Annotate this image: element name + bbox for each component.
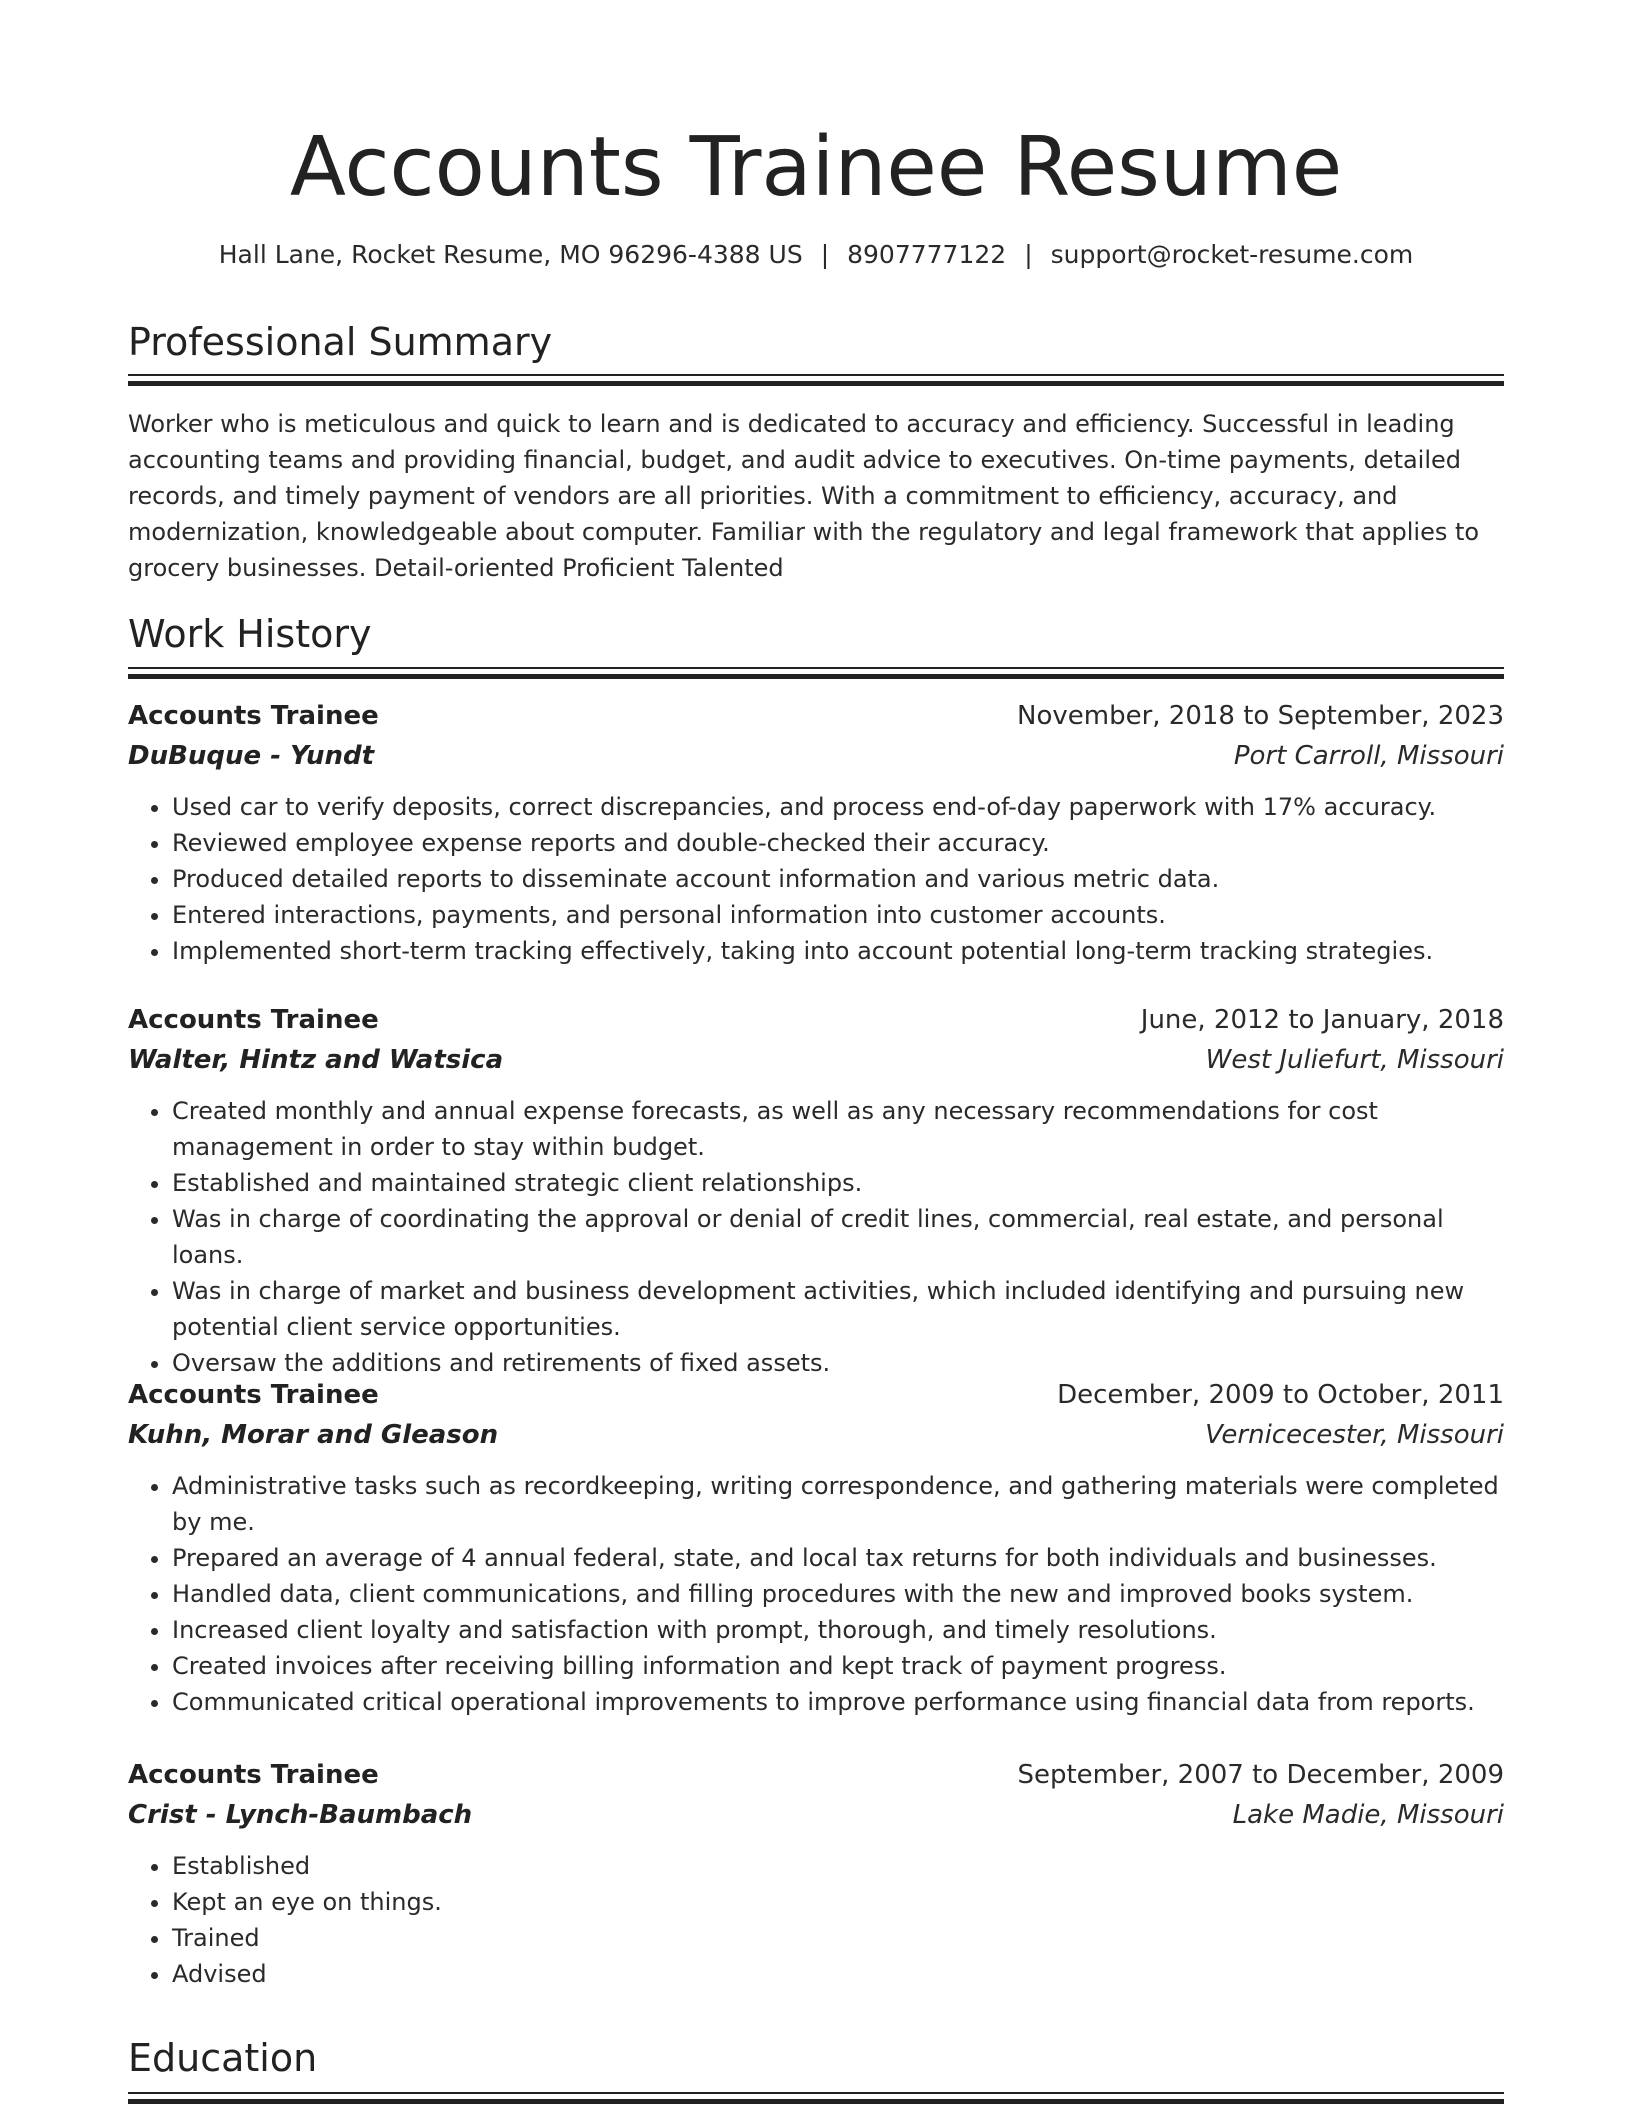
job-company: Kuhn, Morar and Gleason: [128, 1420, 499, 1450]
list-item: • Established: [172, 1848, 1504, 1884]
job-title: Accounts Trainee: [128, 1760, 379, 1790]
job-bullets: [128, 789, 1504, 969]
job-company: Crist - Lynch-Baumbach: [128, 1800, 473, 1830]
list-item: • Advised: [172, 1956, 1504, 1992]
list-item: • Kept an eye on things.: [172, 1884, 1504, 1920]
contact-address: Hall Lane, Rocket Resume, MO 96296-4388 US: [218, 240, 803, 269]
resume-title: Accounts Trainee Resume: [289, 120, 1343, 215]
list-item: • Was in charge of coordinating the approval or denial of credit lines, commercial, real estate, and personal loans.: [172, 1201, 1504, 1273]
list-item: • Handled data, client communications, and filling procedures with the new and improved books system.: [172, 1576, 1504, 1612]
list-item: • Established and maintained strategic client relationships.: [172, 1165, 1504, 1201]
job-entry: [128, 1376, 1504, 1720]
job-bullets: [128, 1093, 1504, 1381]
education-heading: Education: [128, 2036, 318, 2080]
contact-separator: |: [1024, 240, 1033, 269]
list-item: • Implemented short-term tracking effectively, taking into account potential long-term tracking strategies.: [172, 933, 1504, 969]
job-location: Lake Madie, Missouri: [1232, 1800, 1504, 1830]
list-item: • Was in charge of market and business development activities, which included identifying and pursuing new potential client service opportunities.: [172, 1273, 1504, 1345]
job-location: West Juliefurt, Missouri: [1205, 1045, 1504, 1075]
list-item: • Reviewed employee expense reports and double-checked their accuracy.: [172, 825, 1504, 861]
contact-phone: 8907777122: [847, 240, 1007, 269]
contact-email: support@rocket-resume.com: [1050, 240, 1414, 269]
job-bullets: [128, 1848, 1504, 1992]
section-divider: [128, 374, 1504, 385]
list-item: • Used car to verify deposits, correct discrepancies, and process end-of-day paperwork with 17% accuracy.: [172, 789, 1504, 825]
job-company: DuBuque - Yundt: [128, 741, 375, 771]
list-item: • Entered interactions, payments, and personal information into customer accounts.: [172, 897, 1504, 933]
job-entry: [128, 1756, 1504, 1992]
job-dates: September, 2007 to December, 2009: [1017, 1760, 1504, 1790]
job-title: Accounts Trainee: [128, 1380, 379, 1410]
job-location: Port Carroll, Missouri: [1233, 741, 1504, 771]
job-dates: November, 2018 to September, 2023: [1017, 701, 1504, 731]
list-item: • Prepared an average of 4 annual federal, state, and local tax returns for both individuals and businesses.: [172, 1540, 1504, 1576]
job-title: Accounts Trainee: [128, 1005, 379, 1035]
contact-separator: |: [820, 240, 830, 269]
job-company: Walter, Hintz and Watsica: [128, 1045, 504, 1075]
section-divider: [128, 2092, 1504, 2103]
list-item: • Increased client loyalty and satisfaction with prompt, thorough, and timely resolutions.: [172, 1612, 1504, 1648]
list-item: • Created invoices after receiving billing information and kept track of payment progress.: [172, 1648, 1504, 1684]
list-item: • Oversaw the additions and retirements of fixed assets.: [172, 1345, 1504, 1381]
work-history-heading: Work History: [128, 612, 372, 656]
job-title: Accounts Trainee: [128, 701, 379, 731]
list-item: • Administrative tasks such as recordkeeping, writing correspondence, and gathering materials were completed by me.: [172, 1468, 1504, 1540]
job-dates: December, 2009 to October, 2011: [1057, 1380, 1504, 1410]
contact-line: [0, 237, 1632, 273]
list-item: • Produced detailed reports to disseminate account information and various metric data.: [172, 861, 1504, 897]
list-item: • Trained: [172, 1920, 1504, 1956]
list-item: • Communicated critical operational improvements to improve performance using financial data from reports.: [172, 1684, 1504, 1720]
job-location: Vernicecester, Missouri: [1205, 1420, 1504, 1450]
section-divider: [128, 667, 1504, 678]
summary-heading: Professional Summary: [128, 320, 553, 364]
job-dates: June, 2012 to January, 2018: [1140, 1005, 1504, 1035]
summary-text: Worker who is meticulous and quick to learn and is dedicated to accuracy and efficiency. Successful in leading accounting teams and providing financial, budget, and audit advice to executives. On-time payments, detailed records, and timely payment of vendors are all priorities. With a commitment to efficiency, accuracy, and modernization, knowledgeable about computer. Familiar with the regulatory and legal framework that applies to grocery businesses. Detail-oriented Proficient Talented: [128, 410, 1480, 582]
job-entry: [128, 1001, 1504, 1381]
job-bullets: [128, 1468, 1504, 1720]
list-item: • Created monthly and annual expense forecasts, as well as any necessary recommendations for cost management in order to stay within budget.: [172, 1093, 1504, 1165]
job-entry: [128, 697, 1504, 969]
